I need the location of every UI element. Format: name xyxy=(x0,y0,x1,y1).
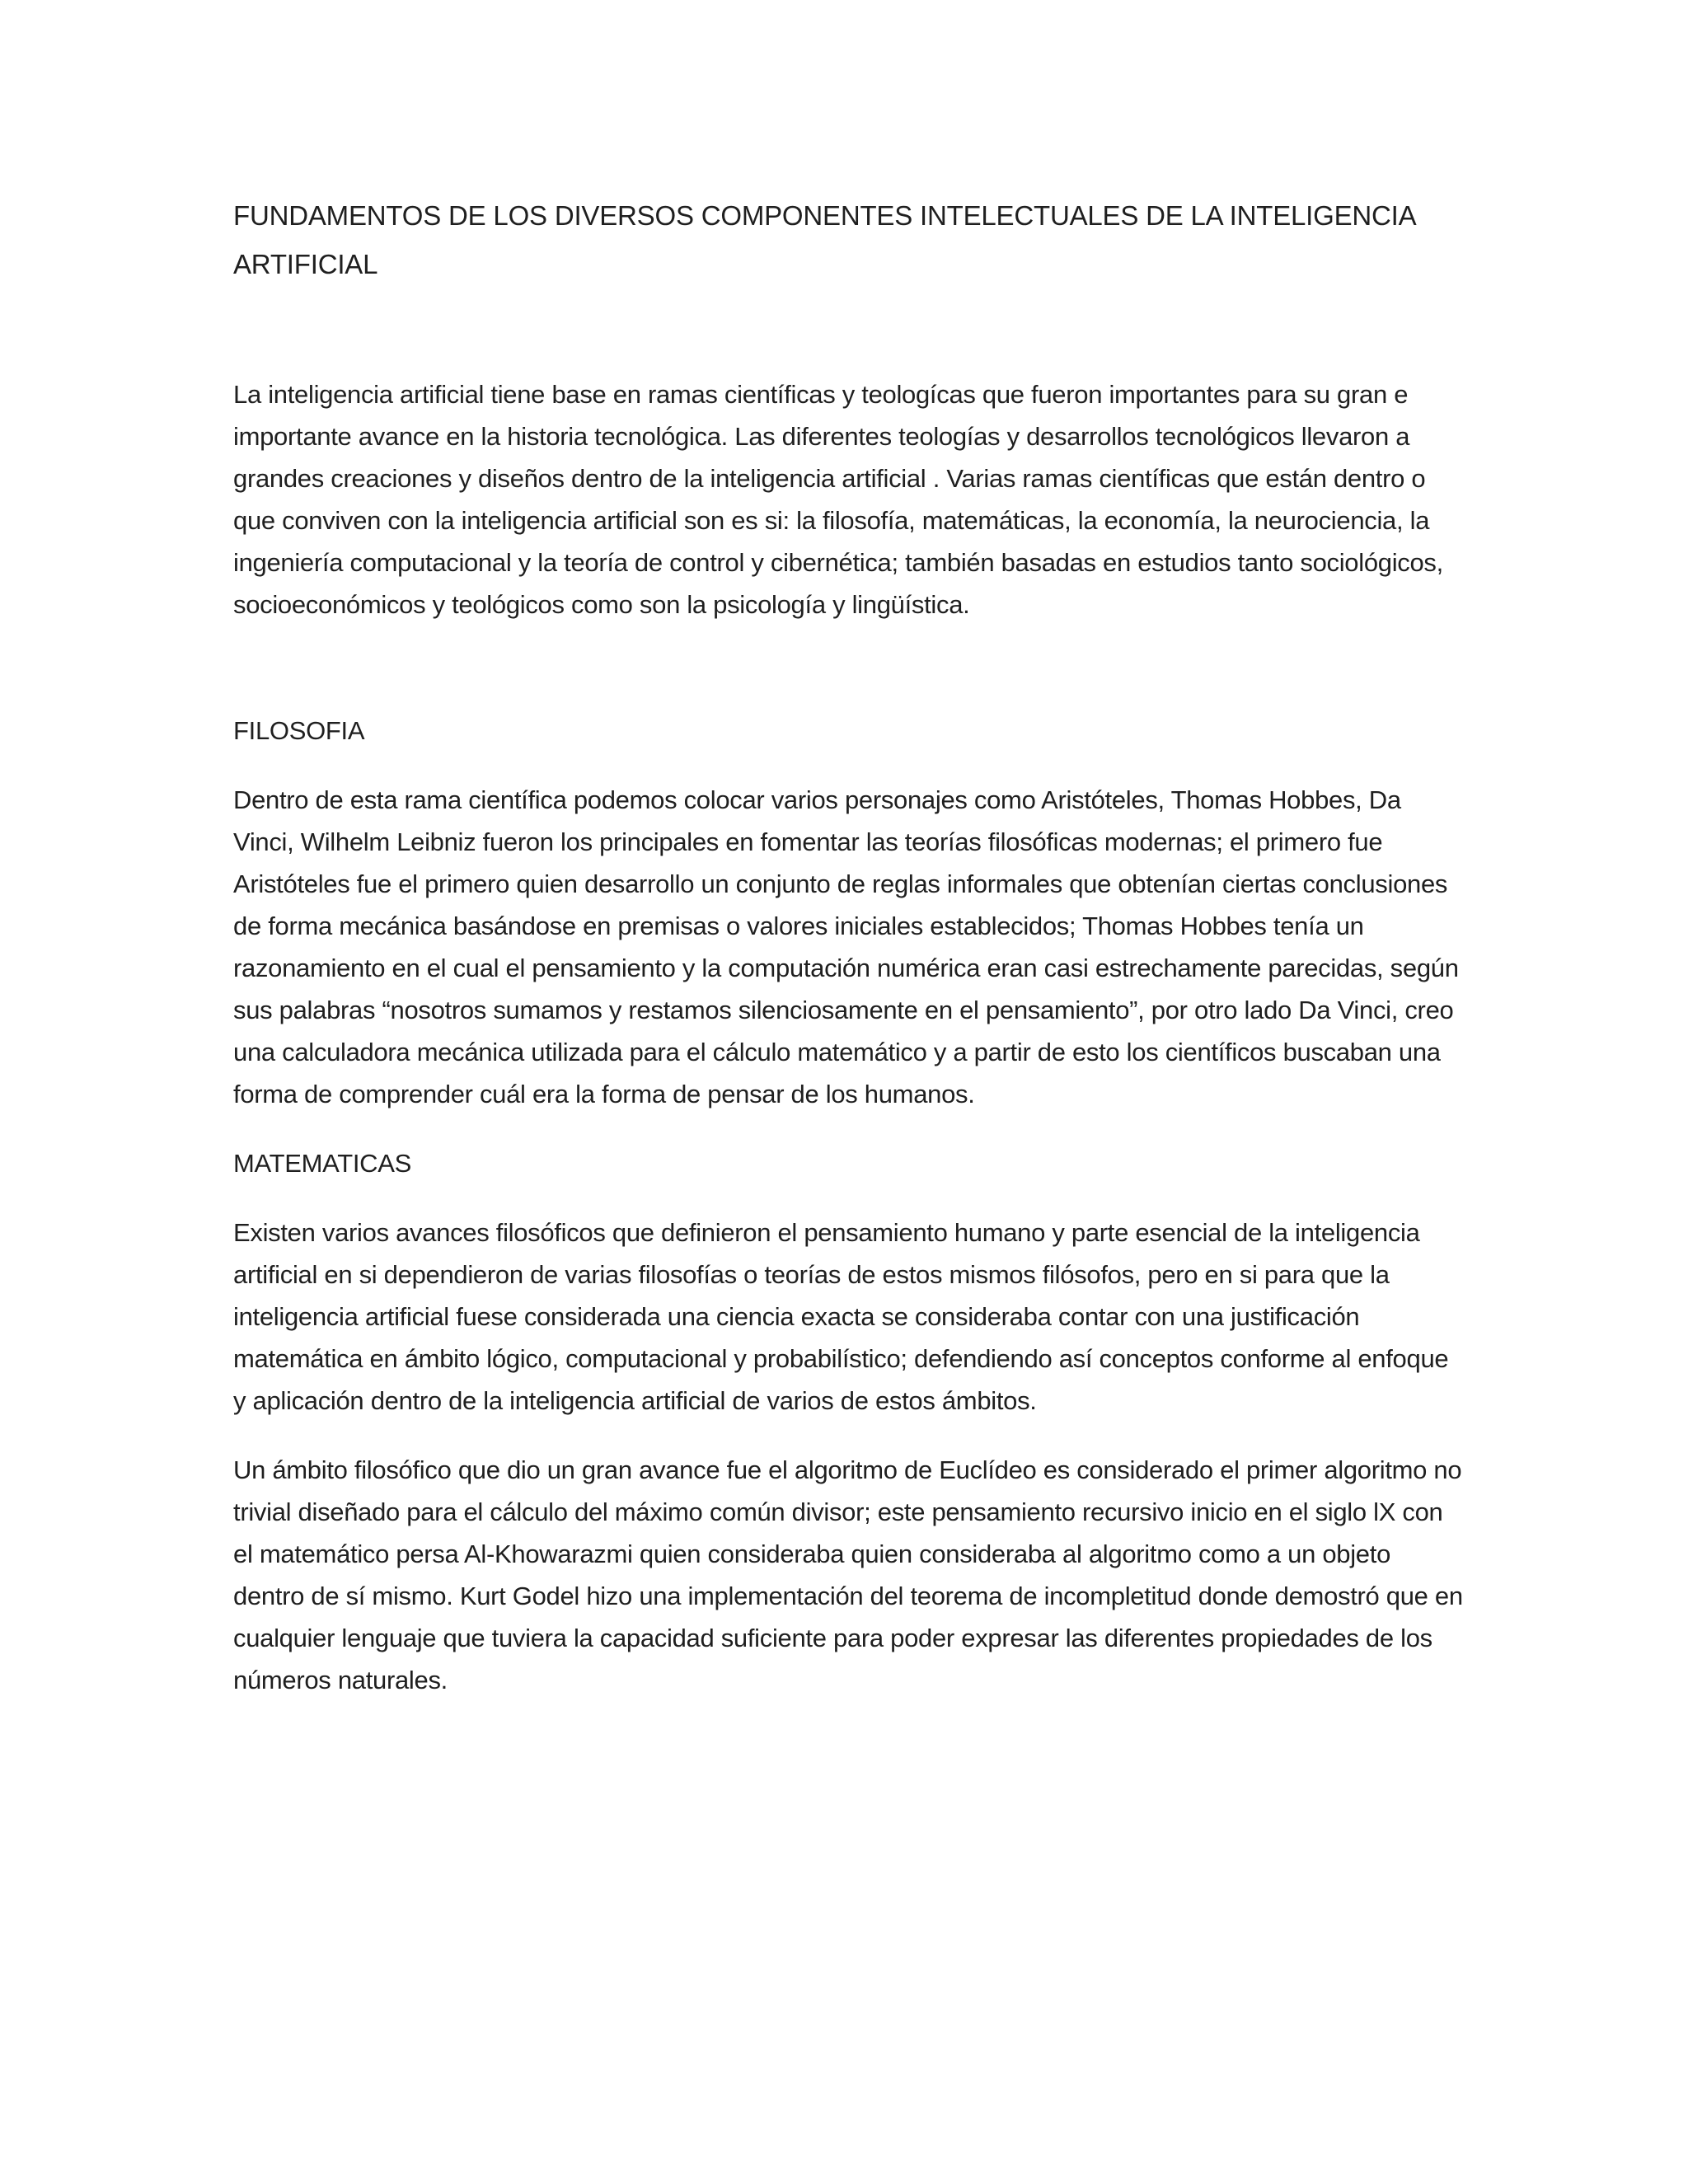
intro-paragraph: La inteligencia artificial tiene base en ramas científicas y teologícas que fueron importantes para su gran e importante avance en la historia tecnológica. Las diferentes teologías y desarrollos tecnológicos llevaron a grandes creaciones y diseños dentro de la inteligencia artificial . Varias ramas científicas que están dentro o que conviven con la inteligencia artificial son es si: la filosofía, matemáticas, la economía, la neurociencia, la ingeniería computacional y la teoría de control y cibernética; también basadas en estudios tanto sociológicos, socioeconómicos y teológicos como son la psicología y lingüística. xyxy=(233,380,1443,619)
matematicas-paragraph-1: Existen varios avances filosóficos que definieron el pensamiento humano y parte esencial de la inteligencia artificial en si dependieron de varias filosofías o teorías de estos mismos filósofos, pero en si para que la inteligencia artificial fuese considerada una ciencia exacta se consideraba contar con una justificación matemática en ámbito lógico, computacional y probabilístico; defendiendo así conceptos conforme al enfoque y aplicación dentro de la inteligencia artificial de varios de estos ámbitos. xyxy=(233,1218,1449,1415)
filosofia-paragraph: Dentro de esta rama científica podemos colocar varios personajes como Aristóteles, Thomas Hobbes, Da Vinci, Wilhelm Leibniz fueron los principales en fomentar las teorías filosóficas modernas; el primero fue Aristóteles fue el primero quien desarrollo un conjunto de reglas informales que obtenían ciertas conclusiones de forma mecánica basándose en premisas o valores iniciales establecidos; Thomas Hobbes tenía un razonamiento en el cual el pensamiento y la computación numérica eran casi estrechamente parecidas, según sus palabras “nosotros sumamos y restamos silenciosamente en el pensamiento”, por otro lado Da Vinci, creo una calculadora mecánica utilizada para el cálculo matemático y a partir de esto los científicos buscaban una forma de comprender cuál era la forma de pensar de los humanos. xyxy=(233,785,1459,1108)
section-heading-filosofia: FILOSOFIA xyxy=(233,716,365,745)
document-body xyxy=(233,191,1465,1701)
matematicas-paragraph-2: Un ámbito filosófico que dio un gran avance fue el algoritmo de Euclídeo es considerado el primer algoritmo no trivial diseñado para el cálculo del máximo común divisor; este pensamiento recursivo inicio en el siglo lX con el matemático persa Al-Khowarazmi quien consideraba quien consideraba al algoritmo como a un objeto dentro de sí mismo. Kurt Godel hizo una implementación del teorema de incompletitud donde demostró que en cualquier lenguaje que tuviera la capacidad suficiente para poder expresar las diferentes propiedades de los números naturales. xyxy=(233,1455,1463,1694)
section-heading-matematicas: MATEMATICAS xyxy=(233,1149,412,1178)
document-title: FUNDAMENTOS DE LOS DIVERSOS COMPONENTES INTELECTUALES DE LA INTELIGENCIA ARTIFICIAL xyxy=(233,200,1415,279)
